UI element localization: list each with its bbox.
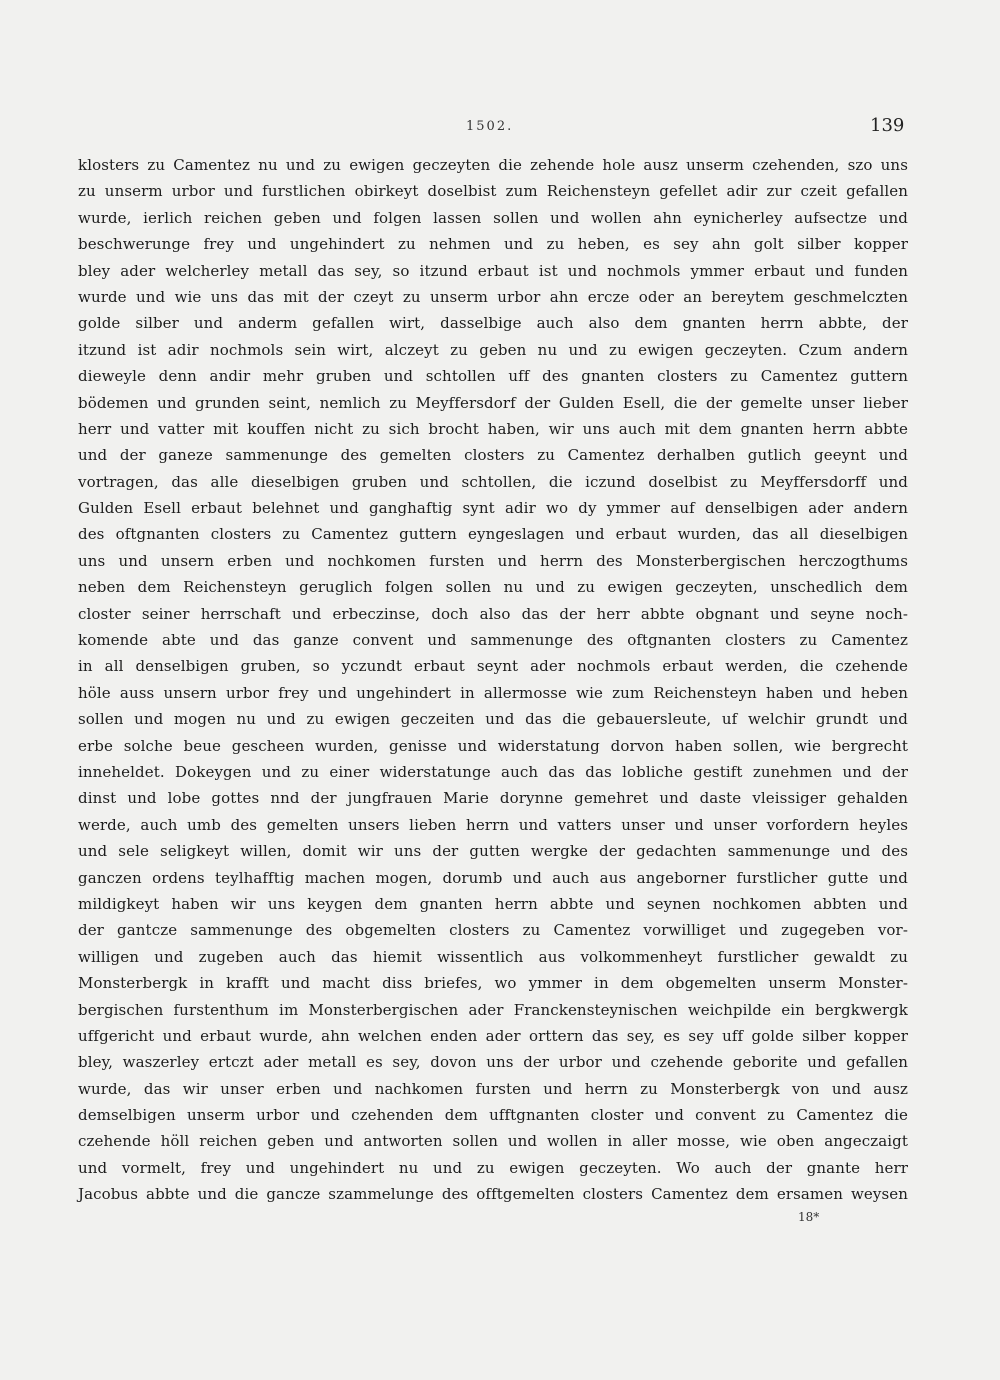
text-line: wurde und wie uns das mit der czeyt zu unserm urbor ahn ercze oder an bereytem geschmelczten (78, 287, 908, 306)
text-line: zu unserm urbor und furstlichen obirkeyt doselbist zum Reichensteyn gefellet adir zur czeit gefallen (78, 182, 908, 201)
text-line: inneheldet. Dokeygen und zu einer widerstatunge auch das das lobliche gestift zunehmen und der (78, 762, 908, 781)
text-line: klosters zu Camentez nu und zu ewigen geczeyten die zehende hole ausz unserm czehenden, szo uns (78, 156, 908, 174)
text-line: bergischen furstenthum im Monsterbergischen ader Franckensteynischen weichpilde ein bergkwergk (78, 1000, 908, 1019)
text-line: höle auss unsern urbor frey und ungehindert in allermosse wie zum Reichensteyn haben und heben (78, 683, 908, 702)
page-number: 139 (870, 115, 905, 136)
text-line: und sele seligkeyt willen, domit wir uns der gutten wergke der gedachten sammenunge und des (78, 842, 908, 861)
text-line: der gantcze sammenunge des obgemelten closters zu Camentez vorwilliget und zugegeben vor- (78, 921, 908, 940)
signature-mark: 18* (798, 1210, 820, 1224)
text-line: und vormelt, frey und ungehindert nu und zu ewigen geczeyten. Wo auch der gnante herr (78, 1158, 908, 1177)
running-head-year: 1502. (466, 119, 514, 134)
text-line: dieweyle denn andir mehr gruben und schtollen uff des gnanten closters zu Camentez guttern (78, 367, 908, 386)
text-line: beschwerunge frey und ungehindert zu nehmen und zu heben, es sey ahn golt silber kopper (78, 235, 908, 254)
text-line: sollen und mogen nu und zu ewigen geczeiten und das die gebauersleute, uf welchir grundt und (78, 710, 908, 729)
body-text (78, 152, 908, 1208)
text-line: itzund ist adir nochmols sein wirt, alczeyt zu geben nu und zu ewigen geczeyten. Czum andern (78, 340, 908, 359)
text-line: mildigkeyt haben wir uns keygen dem gnanten herrn abbte und seynen nochkomen abbten und (78, 894, 908, 913)
text-line: erbe solche beue gescheen wurden, genisse und widerstatung dorvon haben sollen, wie bergrecht (78, 736, 908, 755)
text-line: in all denselbigen gruben, so yczundt erbaut seynt ader nochmols erbaut werden, die czehende (78, 657, 908, 676)
text-line: des oftgnanten closters zu Camentez guttern eyngeslagen und erbaut wurden, das all dieselbigen (78, 525, 908, 544)
text-line: bley, waszerley ertczt ader metall es sey, dovon uns der urbor und czehende geborite und gefallen (78, 1053, 908, 1072)
text-line: und der ganeze sammenunge des gemelten closters zu Camentez derhalben gutlich geeynt und (78, 446, 908, 465)
text-line: ganczen ordens teylhafftig machen mogen, dorumb und auch aus angeborner furstlicher gutte und (78, 868, 908, 887)
text-line: bödemen und grunden seint, nemlich zu Meyffersdorf der Gulden Esell, die der gemelte unser lieber (78, 393, 908, 412)
text-line: herr und vatter mit kouffen nicht zu sich brocht haben, wir uns auch mit dem gnanten herrn abbte (78, 419, 908, 438)
text-line: bley ader welcherley metall das sey, so itzund erbaut ist und nochmols ymmer erbaut und funden (78, 261, 908, 280)
text-line: dinst und lobe gottes nnd der jungfrauen Marie dorynne gemehret und daste vleissiger gehalden (78, 789, 908, 808)
text-line: willigen und zugeben auch das hiemit wissentlich aus volkommenheyt furstlicher gewaldt zu (78, 947, 908, 966)
text-line: golde silber und anderm gefallen wirt, dasselbige auch also dem gnanten herrn abbte, der (78, 314, 908, 333)
text-line: closter seiner herrschaft und erbeczinse, doch also das der herr abbte obgnant und seyne noch- (78, 604, 908, 623)
running-head (0, 115, 1000, 143)
text-line: uns und unsern erben und nochkomen fursten und herrn des Monsterbergischen herczogthums (78, 551, 908, 570)
text-line: Monsterbergk in krafft und macht diss briefes, wo ymmer in dem obgemelten unserm Monster- (78, 974, 908, 993)
text-line: uffgericht und erbaut wurde, ahn welchen enden ader orttern das sey, es sey uff golde silber kopper (78, 1026, 908, 1045)
text-line: wurde, das wir unser erben und nachkomen fursten und herrn zu Monsterbergk von und ausz (78, 1079, 908, 1098)
text-line: wurde, ierlich reichen geben und folgen lassen sollen und wollen ahn eynicherley aufsectze und (78, 208, 908, 227)
text-line: werde, auch umb des gemelten unsers lieben herrn und vatters unser und unser vorfordern heyles (78, 815, 908, 834)
text-line: neben dem Reichensteyn geruglich folgen sollen nu und zu ewigen geczeyten, unschedlich dem (78, 578, 908, 597)
text-line: czehende höll reichen geben und antworten sollen und wollen in aller mosse, wie oben angeczaigt (78, 1132, 908, 1151)
text-line: demselbigen unserm urbor und czehenden dem ufftgnanten closter und convent zu Camentez die (78, 1106, 908, 1125)
text-line: komende abte und das ganze convent und sammenunge des oftgnanten closters zu Camentez (78, 631, 908, 650)
text-line: Gulden Esell erbaut belehnet und ganghaftig synt adir wo dy ymmer auf denselbigen ader andern (78, 499, 908, 518)
text-line: vortragen, das alle dieselbigen gruben und schtollen, die iczund doselbist zu Meyffersdorff und (78, 472, 908, 491)
text-line: Jacobus abbte und die gancze szammelunge des offtgemelten closters Camentez dem ersamen weysen (78, 1185, 908, 1204)
